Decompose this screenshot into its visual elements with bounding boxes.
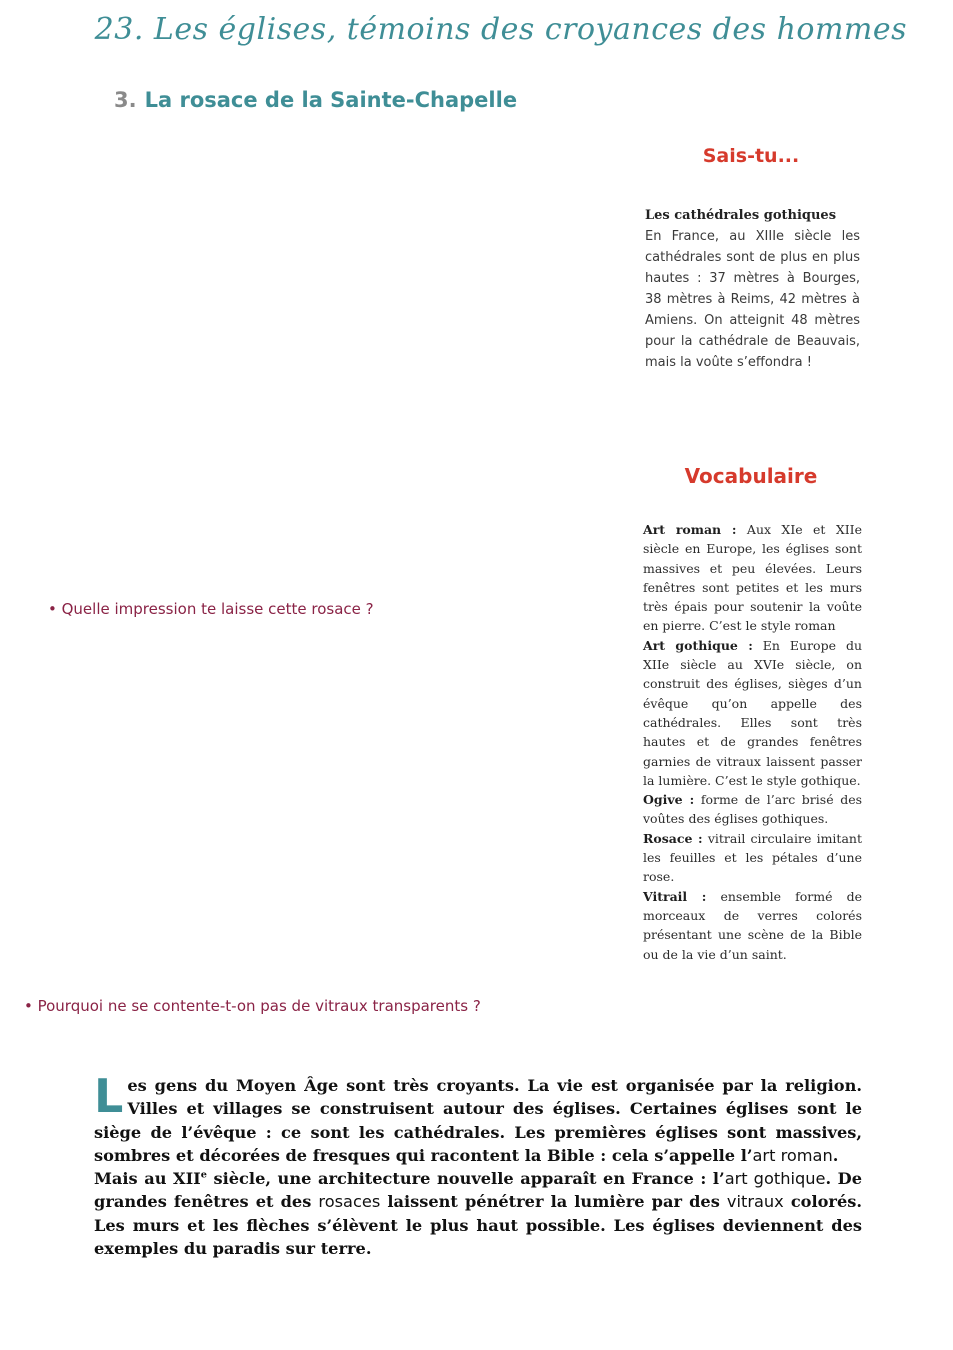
vocab-heading: Vocabulaire (684, 464, 818, 488)
lesson-text: colorés. Les murs et les flèches s’élèvent le plus haut possible. Les églises deviennent des exemples du paradis sur terre. (94, 1192, 863, 1259)
lesson-term-rosaces: rosaces (318, 1192, 381, 1212)
vocab-definition: En Europe du XIIe siècle au XVIe siècle, on construit des églises, sièges d’un évêque qu’on appelle des cathédrales. Elles sont très hautes et de grandes fenêtres garnies de vitraux laissent passer la lumière. C’est le style gothique. (643, 637, 862, 788)
lesson-text: . (832, 1145, 839, 1165)
question-vitraux: • Pourquoi ne se contente-t-on pas de vitraux transparents ? (24, 997, 481, 1015)
lesson-text: siècle, une architecture nouvelle apparaît en France : l’ (206, 1169, 725, 1189)
lesson-paragraph-1 (94, 1069, 862, 1167)
vocab-entry-art-roman (643, 520, 862, 636)
vocab-definition: ensemble formé de morceaux de verres colorés présentant une scène de la Bible ou de la vie d’un saint. (643, 888, 862, 962)
vocab-term: Art roman : (643, 522, 737, 537)
question-impression: • Quelle impression te laisse cette rosace ? (48, 600, 374, 618)
vocab-definition: vitrail circulaire imitant les feuilles et les pétales d’une rose. (643, 830, 862, 885)
page-title: 23. Les églises, témoins des croyances des hommes (94, 12, 907, 47)
vocab-term: Ogive : (643, 792, 695, 808)
vocab-term: Rosace : (643, 830, 703, 846)
lesson-term-vitraux: vitraux (726, 1192, 784, 1212)
know-text: En France, au XIIIe siècle les cathédrales sont de plus en plus hautes : 37 mètres à Bourges, 38 mètres à Reims, 42 mètres à Amiens. On atteignit 48 mètres pour la cathédrale de Beauvais, mais la voûte s’effondra ! (645, 229, 860, 370)
vocab-entry-art-gothique (643, 636, 862, 790)
lesson-text: Mais au XII (94, 1169, 201, 1189)
lesson-paragraph-2 (94, 1167, 862, 1260)
section-title: La rosace de la Sainte-Chapelle (144, 88, 518, 112)
vocab-definition: Aux XIe et XIIe siècle en Europe, les églises sont massives et peu élevées. Leurs fenêtres sont petites et les murs très épais pour soutenir la voûte en pierre. C’est le style roman (643, 522, 863, 634)
section-heading (114, 88, 517, 112)
lesson-text: . De grandes fenêtres et des (94, 1169, 862, 1212)
lesson-text: es gens du Moyen Âge sont très croyants. La vie est organisée par la religion. Villes et villages se construisent autour des églises. Certaines églises sont le siège de l’évêque : ce sont les cathédrales. Les premières églises sont massives, sombres et décorées de fresques qui racontent la Bible : cela s’appelle l’ (94, 1076, 862, 1165)
lesson-term-art-roman: art roman (752, 1145, 833, 1165)
vocab-term: Art gothique : (643, 637, 753, 653)
vocab-entry-rosace (643, 829, 862, 887)
vocab-entry-ogive (643, 790, 862, 829)
know-heading: Sais-tu... (702, 145, 800, 167)
know-title: Les cathédrales gothiques (645, 208, 837, 223)
vocab-list (643, 520, 862, 964)
vocab-entry-vitrail (643, 887, 862, 964)
lesson-text: laissent pénétrer la lumière par des (380, 1192, 727, 1212)
vocab-definition: forme de l’arc brisé des voûtes des églises gothiques. (643, 792, 863, 827)
lesson-summary (94, 1069, 863, 1260)
know-box (645, 205, 860, 373)
lesson-term-art-gothique: art gothique (724, 1169, 826, 1189)
drop-cap: L (94, 1069, 124, 1123)
lesson-superscript: e (200, 1169, 207, 1181)
vocab-term: Vitrail : (643, 888, 707, 904)
section-number: 3. (114, 88, 137, 112)
